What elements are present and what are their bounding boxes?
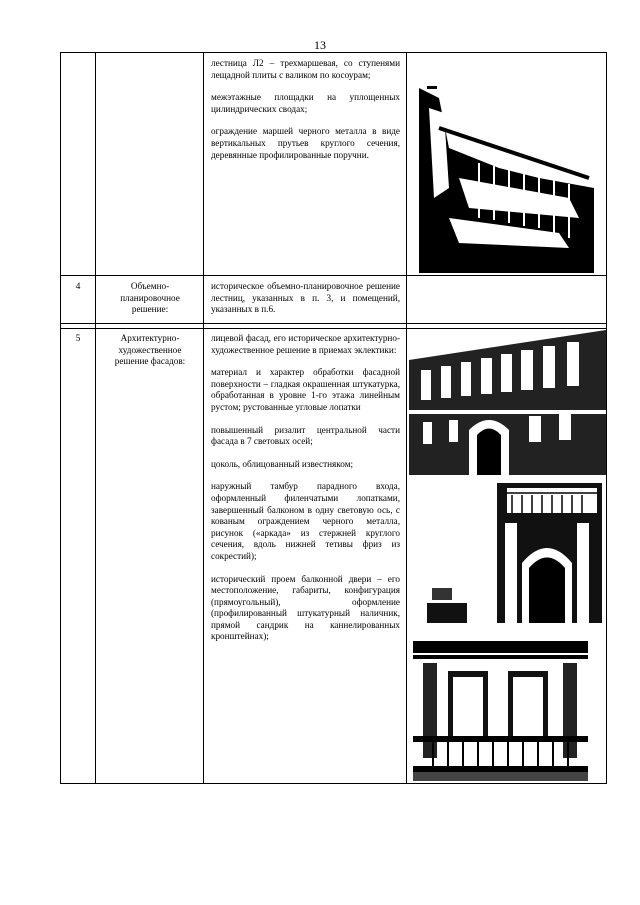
row-number: 5 xyxy=(75,333,81,343)
staircase-photo xyxy=(419,68,594,273)
description-item: повышенный ризалит центральной части фасада в 7 световых осей; xyxy=(211,424,400,447)
description-item: материал и характер обработки фасадной поверхности – гладкая окрашенная штукатурка, обработанная в уровне 1-го этажа линейным рустом; рустованные угловые лопатки xyxy=(211,367,400,412)
table-row-2-description xyxy=(211,281,400,327)
balcony-photo xyxy=(413,641,588,781)
row-name: Объемно-планировочное решение: xyxy=(120,281,180,315)
table-row-1-description xyxy=(211,58,400,172)
description-item: лицевой фасад, его историческое архитектурно-художественное решение в приемах эклектики: xyxy=(211,333,400,355)
description-item: наружный тамбур парадного входа, оформленный филенчатыми лопатками, завершенный балконом в одну световую ось, с кованым ограждением черного металла, рисунок («аркада» из стержней круглого сечения, вдоль нижней тетивы фриз из сокрестий); xyxy=(211,481,400,561)
facade-photo xyxy=(409,330,606,475)
description-item: исторический проем балконной двери – его местоположение, габариты, конфигурация (прямоугольный), оформление (профилированный штукатурный наличник, прямой сандрик на каннелированных кронштейнах); xyxy=(211,573,400,642)
description-item: историческое объемно-планировочное решение лестниц, указанных в п. 3, и помещений, указанных в п.6. xyxy=(211,281,400,315)
column-divider xyxy=(203,53,204,783)
row-divider xyxy=(61,275,606,276)
description-item: лестница Л2 – трехмаршевая, со ступенями лещадной плиты с валиком по косоурам; xyxy=(211,58,400,80)
entrance-photo xyxy=(427,483,602,623)
column-divider xyxy=(95,53,96,783)
object-table xyxy=(60,52,607,784)
row-name: Архитектурно-художественное решение фасадов: xyxy=(114,333,186,367)
table-row-3-description xyxy=(211,333,400,654)
description-item: цоколь, облицованный известняком; xyxy=(211,458,354,469)
description-item: межэтажные площадки на уплощенных цилиндрических сводах; xyxy=(211,92,400,114)
row-number: 4 xyxy=(75,281,81,291)
row-divider xyxy=(61,328,606,329)
description-item: ограждение маршей черного металла в виде вертикальных прутьев круглого сечения, деревянные профилированные поручни. xyxy=(211,126,400,160)
page-number: 13 xyxy=(314,38,326,52)
column-divider xyxy=(406,53,407,783)
